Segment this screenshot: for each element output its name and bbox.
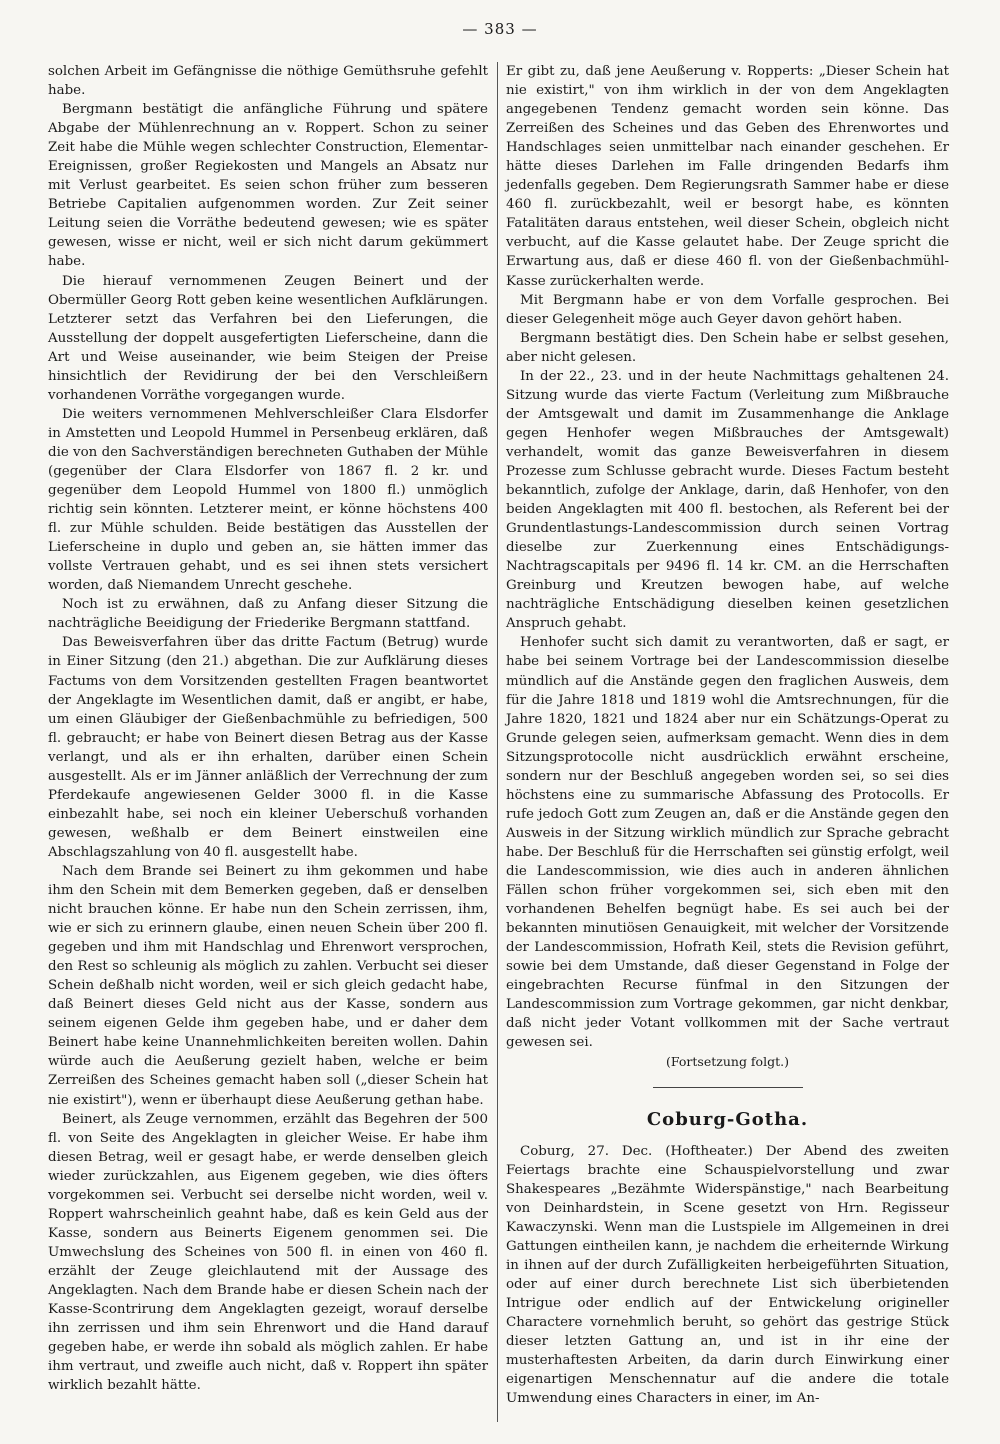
section-title: Coburg-Gotha. [646, 1109, 809, 1131]
section-separator [653, 1087, 803, 1088]
paragraph: Henhofer sucht sich damit zu verantworten, daß er sagt, er habe bei seinem Vortrage bei der Landescommission dieselbe mündlich auf die Anstände gegen den fraglichen Ausweis, dem für die Jahre 1818 und 1819 wohl die Amtsrechnungen, für die Jahre 1820, 1821 und 1824 aber nur ein Schätzungs-Operat zu Grunde gelegen seien, aufmerksam gemacht. Wenn dies in dem Sitzungsprotocolle nicht ausdrücklich erwähnt erscheine, sondern nur der Beschluß angegeben worden sei, so sei dies höchstens eine zu summarische Abfassung des Protocolls. Er rufe jedoch Gott zum Zeugen an, daß er die Anstände gegen den Ausweis in der Sitzung wirklich mündlich zur Sprache gebracht habe. Der Beschluß für die Herrschaften sei günstig erfolgt, weil die Landescommission, wie dies auch in anderen ähnlichen Fällen schon früher vorgekommen sei, sich eben mit den vorhandenen Behelfen begnügt habe. Es sei auch bei der bekannten minutiösen Genauigkeit, mit welcher der Vorsitzende der Landescommission, Hofrath Keil, stets die Revision geführt, sowie bei dem Umstande, daß dieser Gegenstand in Folge der eingebrachten Recurse fünfmal in den Sitzungen der Landescommission zum Vortrage gekommen, gar nicht denkbar, daß nicht jeder Votant vollkommen mit der Sache vertraut gewesen sei. [506, 635, 949, 1051]
paragraph: Bergmann bestätigt dies. Den Schein habe er selbst gesehen, aber nicht gelesen. [506, 330, 949, 365]
article-paragraph: Coburg, 27. Dec. (Hoftheater.) Der Abend des zweiten Feiertags brachte eine Schauspielvorstellung und zwar Shakespeares „Bezähmte Widerspänstige," nach Bearbeitung von Deinhardstein, in Scene gesetzt von Hrn. Regisseur Kawaczynski. Wenn man die Lustspiele im Allgemeinen in drei Gattungen eintheilen kann, je nachdem die erheiternde Wirkung in ihnen auf der durch Zufälligkeiten herbeigeführten Situation, oder auf einer durch berechnete List sich überbietenden Intrigue oder endlich auf der Entwickelung origineller Charactere vornehmlich beruht, so gehört das gestrige Stück dieser letzten Gattung an, und ist in ihr eine der musterhaftesten Arbeiten, da darin durch Einwirkung einer eigenartigen Menschennatur auf die andere die totale Umwendung eines Characters in einer, im An- [506, 1143, 949, 1407]
paragraph: Er gibt zu, daß jene Aeußerung v. Ropperts: „Dieser Schein hat nie existirt," von ihm wirklich in der von dem Angeklagten angegebenen Tendenz gemacht worden sein könne. Das Zerreißen des Scheines und das Geben des Ehrenwortes und Handschlages seien unmittelbar nach einander geschehen. Er hätte dieses Darlehen im Falle dringenden Bedarfs ihm jedenfalls gegeben. Dem Regierungsrath Sammer habe er diese 460 fl. zurückbezahlt, weil er besorgt habe, es könnten Fatalitäten daraus entstehen, weil dieser Schein, obgleich nicht verbucht, auf die Kasse gelautet habe. Der Zeuge spricht die Erwartung aus, daß er diese 460 fl. von der Gießenbachmühl-Kasse zurückerhalten werde. [506, 64, 949, 289]
paragraph: Mit Bergmann habe er von dem Vorfalle gesprochen. Bei dieser Gelegenheit möge auch Geyer davon gehört haben. [506, 292, 949, 327]
page-number: — 383 — [462, 20, 538, 38]
paragraph: Die weiters vernommenen Mehlverschleißer Clara Elsdorfer in Amstetten und Leopold Hummel in Persenbeug erklären, daß die von den Sachverständigen berechneten Guthaben der Mühle (gegenüber der Clara Elsdorfer von 1867 fl. 2 kr. und gegenüber dem Leopold Hummel von 1800 fl.) unmöglich richtig sein könnten. Letzterer meint, er könne höchstens 400 fl. zur Mühle schulden. Beide bestätigen das Ausstellen der Lieferscheine in duplo und geben an, sie hätten immer das vollste Vertrauen gehabt, und es sei ihnen stets versichert worden, daß Niemandem Unrecht geschehe. [48, 406, 488, 594]
paragraph: Das Beweisverfahren über das dritte Factum (Betrug) wurde in Einer Sitzung (den 21.) abgethan. Die zur Aufklärung dieses Factums von dem Vorsitzenden gestellten Fragen beantwortet der Angeklagte im Wesentlichen damit, daß er angibt, er habe, um einen Gläubiger der Gießenbachmühle zu befriedigen, 500 fl. gebraucht; er habe von Beinert diesen Betrag aus der Kasse verlangt, und als er ihn erhalten, darüber einen Schein ausgestellt. Als er im Jänner anläßlich der Verrechnung der zum Pferdekaufe angewiesenen Gelder 3000 fl. in die Kasse einbezahlt habe, sei noch ein kleiner Ueberschuß vorhanden gewesen, weßhalb er dem Beinert einstweilen eine Abschlagszahlung von 40 fl. ausgestellt habe. [48, 635, 488, 860]
paragraph: Die hierauf vernommenen Zeugen Beinert und der Obermüller Georg Rott geben keine wesentlichen Aufklärungen. Letzterer setzt das Verfahren bei den Lieferungen, die Ausstellung der doppelt ausgefertigten Lieferscheine, dann die Art und Weise auseinander, wie beim Steigen der Preise hinsichtlich der Revidirung der bei den Verschleißern vorhandenen Vorräthe vorgegangen wurde. [48, 273, 488, 403]
left-column [48, 62, 488, 1395]
column-divider [497, 62, 498, 1422]
paragraph: Beinert, als Zeuge vernommen, erzählt das Begehren der 500 fl. von Seite des Angeklagten in gleicher Weise. Er habe ihm diesen Betrag, weil er gesagt habe, er werde denselben gleich wieder zurückzahlen, aus Eigenem gegeben, wie dies öfters vorgekommen sei. Verbucht sei derselbe nicht worden, weil v. Roppert wahrscheinlich geahnt habe, daß es kein Geld aus der Kasse, sondern aus Beinerts Eigenem genommen sei. Die Umwechslung des Scheines von 500 fl. in einen von 460 fl. erzählt der Zeuge gleichlautend mit der Aussage des Angeklagten. Nach dem Brande habe er diesen Schein nach der Kasse-Scontrirung dem Angeklagten gezeigt, worauf derselbe ihn zerrissen und ihm sein Ehrenwort und die Hand darauf gegeben habe, er werde ihn sobald als möglich zahlen. Er habe ihm vertraut, und zweifle auch nicht, daß v. Roppert ihn später wirklich bezahlt hätte. [48, 1111, 488, 1394]
paragraph: solchen Arbeit im Gefängnisse die nöthige Gemüthsruhe gefehlt habe. [48, 64, 488, 99]
paragraph: Noch ist zu erwähnen, daß zu Anfang dieser Sitzung die nachträgliche Beeidigung der Friederike Bergmann stattfand. [48, 597, 488, 632]
right-column [506, 62, 949, 1408]
paragraph: In der 22., 23. und in der heute Nachmittags gehaltenen 24. Sitzung wurde das vierte Factum (Verleitung zum Mißbrauche der Amtsgewalt und damit im Zusammenhange die Anklage gegen Henhofer wegen Mißbrauches der Amtsgewalt) verhandelt, womit das ganze Beweisverfahren in diesem Prozesse zum Schlusse gebracht wurde. Dieses Factum besteht bekanntlich, zufolge der Anklage, darin, daß Henhofer, von den beiden Angeklagten mit 400 fl. bestochen, als Referent bei der Grundentlastungs-Landescommission durch seinen Vortrag dieselbe zur Zuerkennung eines Entschädigungs-Nachtragscapitals per 9496 fl. 14 kr. CM. an die Herrschaften Greinburg und Kreutzen bewogen habe, auf welche nachträgliche Entschädigung dieselben keinen gesetzlichen Anspruch gehabt. [506, 368, 949, 632]
paragraph: Nach dem Brande sei Beinert zu ihm gekommen und habe ihm den Schein mit dem Bemerken gegeben, daß er denselben nicht brauchen könne. Er habe nun den Schein zerrissen, ihm, wie er sich zu erinnern glaube, einen neuen Schein über 200 fl. gegeben und ihm mit Handschlag und Ehrenwort versprochen, den Rest so schleunig als möglich zu zahlen. Verbucht sei dieser Schein deßhalb nicht worden, weil er sich gleich gedacht habe, daß Beinert dieses Geld nicht aus der Kasse, sondern aus seinem eigenen Gelde ihm gegeben habe, und er daher dem Beinert habe keine Unannehmlichkeiten bereiten wollen. Dahin würde auch die Aeußerung gezielt haben, welche er beim Zerreißen des Scheines gemacht haben soll („dieser Schein hat nie existirt"), wenn er überhaupt diese Aeußerung gethan habe. [48, 863, 488, 1108]
paragraph: Bergmann bestätigt die anfängliche Führung und spätere Abgabe der Mühlenrechnung an v. Roppert. Schon zu seiner Zeit habe die Mühle wegen schlechter Construction, Elementar-Ereignissen, großer Regiekosten und Mangels an Absatz nur mit Verlust gearbeitet. Es seien schon früher zum besseren Betriebe Capitalien aufgenommen worden. Zur Zeit seiner Leitung seien die Vorräthe bedeutend gewesen; wie es später gewesen, wisse er nicht, weil er sich nicht darum gekümmert habe. [48, 102, 488, 270]
continuation-note: (Fortsetzung folgt.) [666, 1054, 789, 1070]
